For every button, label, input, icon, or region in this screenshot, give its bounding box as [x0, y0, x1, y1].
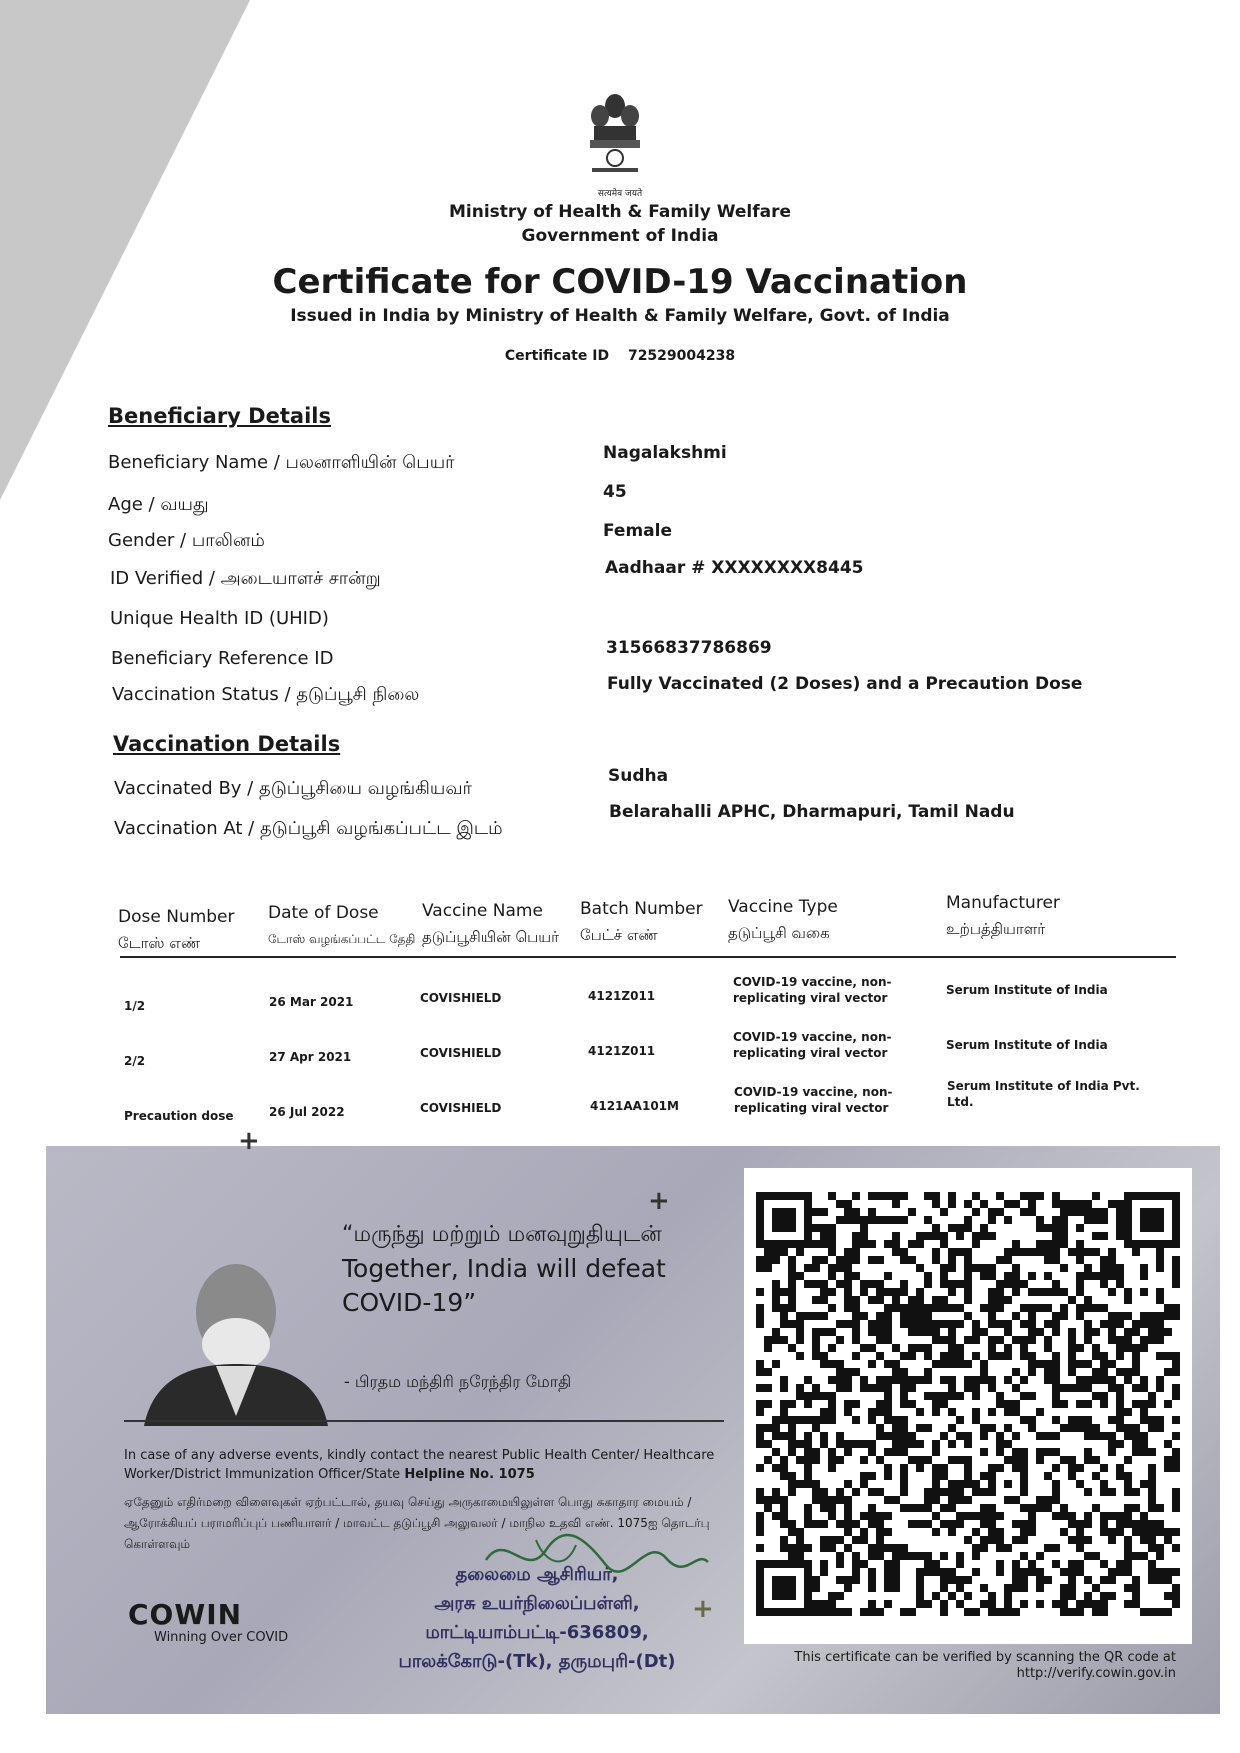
vaccination-heading: Vaccination Details — [113, 732, 341, 756]
beneficiary-name-value: Nagalakshmi — [603, 443, 727, 463]
column-manufacturer-en: Manufacturer — [946, 893, 1060, 913]
helpline-text — [124, 1446, 724, 1484]
vaccinated-by-label: Vaccinated By / தடுப்பூசியை வழங்கியவர் — [114, 778, 472, 799]
signature-image — [476, 1520, 716, 1590]
age-value: 45 — [603, 482, 627, 502]
qr-finder-pattern — [756, 1192, 812, 1248]
ministry-name: Ministry of Health & Family Welfare — [449, 202, 791, 222]
certificate-id-value: 72529004238 — [627, 348, 736, 364]
column-dose-number-ta: டோஸ் எண் — [118, 934, 201, 952]
table-rule — [120, 956, 1176, 958]
row2-name: COVISHIELD — [420, 1046, 502, 1060]
cowin-logo: COWIN — [128, 1598, 243, 1631]
verify-url[interactable]: http://verify.cowin.gov.in — [1016, 1666, 1176, 1681]
column-date-en: Date of Dose — [268, 903, 379, 923]
column-manufacturer-ta: உற்பத்தியாளர் — [946, 920, 1046, 938]
row2-batch: 4121Z011 — [588, 1044, 656, 1058]
row2-manufacturer: Serum Institute of India — [946, 1038, 1108, 1052]
beneficiary-heading: Beneficiary Details — [108, 404, 331, 428]
government-name: Government of India — [521, 226, 719, 246]
vaccination-at-label: Vaccination At / தடுப்பூசி வழங்கப்பட்ட இடம் — [114, 818, 503, 839]
row2-date: 27 Apr 2021 — [269, 1050, 352, 1064]
verify-note — [706, 1650, 1176, 1682]
vaccination-at-value: Belarahalli APHC, Dharmapuri, Tamil Nadu — [609, 802, 1015, 822]
column-date — [268, 902, 418, 946]
footer-panel — [46, 1126, 1220, 1714]
certificate-title: Certificate for COVID-19 Vaccination — [272, 262, 968, 302]
certificate-id-label: Certificate ID — [504, 348, 610, 364]
row1-manufacturer: Serum Institute of India — [946, 983, 1108, 997]
verify-text: This certificate can be verified by scanning the QR code at — [794, 1650, 1176, 1665]
column-vaccine-type-en: Vaccine Type — [728, 897, 838, 917]
stamp-line-1: தலைமை ஆசிரியர், — [455, 1564, 619, 1585]
uhid-label: Unique Health ID (UHID) — [110, 608, 329, 629]
plus-icon: + — [238, 1126, 260, 1156]
helpline-message: In case of any adverse events, kindly contact the nearest Public Health Center/ Healthcare Worker/District Immunization Officer/State — [124, 1448, 715, 1482]
row1-dose: 1/2 — [124, 999, 146, 1013]
column-vaccine-name — [422, 900, 559, 944]
row2-dose: 2/2 — [124, 1054, 146, 1068]
portrait-image — [124, 1246, 332, 1426]
quote-attribution: - பிரதம மந்திரி நரேந்திர மோதி — [344, 1372, 572, 1391]
row1-type: COVID-19 vaccine, non-replicating viral vector — [733, 975, 892, 1005]
quote-english: Together, India will defeat COVID-19” — [342, 1254, 666, 1317]
plus-icon: + — [648, 1186, 670, 1216]
emblem-motto: सत्यमेव जयते — [597, 189, 643, 199]
helpline-number: Helpline No. 1075 — [404, 1467, 535, 1482]
row3-name: COVISHIELD — [420, 1101, 502, 1115]
reference-id-value: 31566837786869 — [606, 638, 772, 658]
column-vaccine-type-ta: தடுப்பூசி வகை — [728, 924, 830, 942]
helpline-tamil: ஏதேனும் எதிர்மறை விளைவுகள் ஏற்பட்டால், தயவு செய்து அருகாமையிலுள்ள பொது சுகாதார மையம் / ஆரோக்கியப் பராமரிப்புப் பணியாளர் / மாவட்ட தடுப்பூசி அலுவலர் / மாநில உதவி எண். 1075ஐ தொடர்பு கொள்ளவும் — [124, 1495, 710, 1551]
column-date-ta: டோஸ் வழங்கப்பட்ட தேதி — [268, 932, 416, 946]
qr-finder-pattern — [756, 1560, 812, 1616]
national-emblem-icon — [582, 88, 648, 188]
row3-batch: 4121AA101M — [590, 1099, 679, 1113]
row3-date: 26 Jul 2022 — [269, 1105, 345, 1119]
gender-label: Gender / பாலினம் — [108, 530, 265, 551]
issued-by: Issued in India by Ministry of Health & Family Welfare, Govt. of India — [290, 306, 950, 326]
stamp-line-4: பாலக்கோடு-(Tk), தருமபுரி-(Dt) — [398, 1651, 676, 1672]
stamp-line-2: அரசு உயர்நிலைப்பள்ளி, — [434, 1593, 640, 1614]
row1-date: 26 Mar 2021 — [269, 995, 354, 1009]
column-dose-number — [118, 906, 235, 950]
age-label: Age / வயது — [108, 494, 209, 515]
row1-name: COVISHIELD — [420, 991, 502, 1005]
qr-modules — [756, 1192, 1180, 1616]
qr-code[interactable] — [756, 1180, 1180, 1624]
column-manufacturer — [946, 892, 1060, 936]
gender-value: Female — [603, 521, 672, 541]
qr-code-panel[interactable] — [744, 1168, 1192, 1644]
row2-type: COVID-19 vaccine, non-replicating viral vector — [733, 1030, 892, 1060]
id-verified-label: ID Verified / அடையாளச் சான்று — [110, 568, 381, 589]
footer-divider — [124, 1420, 724, 1422]
stamp-line-3: மாட்டியாம்பட்டி-636809, — [425, 1622, 649, 1643]
row1-batch: 4121Z011 — [588, 989, 656, 1003]
reference-id-label: Beneficiary Reference ID — [111, 648, 334, 669]
column-vaccine-name-en: Vaccine Name — [422, 901, 543, 921]
ministry-heading — [0, 200, 1240, 248]
column-batch-number — [580, 898, 703, 942]
column-batch-number-en: Batch Number — [580, 899, 703, 919]
vaccination-status-label: Vaccination Status / தடுப்பூசி நிலை — [112, 684, 420, 705]
column-dose-number-en: Dose Number — [118, 907, 235, 927]
row3-dose: Precaution dose — [124, 1109, 234, 1123]
beneficiary-name-label: Beneficiary Name / பலனாளியின் பெயர் — [108, 452, 455, 473]
certificate-id — [0, 348, 1240, 364]
vaccinated-by-value: Sudha — [608, 766, 669, 786]
qr-finder-pattern — [1124, 1192, 1180, 1248]
vaccination-status-value: Fully Vaccinated (2 Doses) and a Precaution Dose — [607, 674, 1083, 694]
plus-icon: + — [692, 1594, 714, 1624]
cowin-tagline: Winning Over COVID — [154, 1630, 289, 1645]
quote-tamil: “மருந்து மற்றும் மனவுறுதியுடன் — [342, 1222, 662, 1247]
row3-manufacturer: Serum Institute of India Pvt. Ltd. — [947, 1079, 1140, 1109]
id-verified-value: Aadhaar # XXXXXXXX8445 — [605, 558, 864, 578]
quote — [342, 1218, 722, 1320]
column-vaccine-type — [728, 896, 838, 940]
row3-type: COVID-19 vaccine, non-replicating viral vector — [734, 1085, 893, 1115]
column-vaccine-name-ta: தடுப்பூசியின் பெயர் — [422, 928, 559, 946]
column-batch-number-ta: பேட்ச் எண் — [580, 926, 658, 944]
